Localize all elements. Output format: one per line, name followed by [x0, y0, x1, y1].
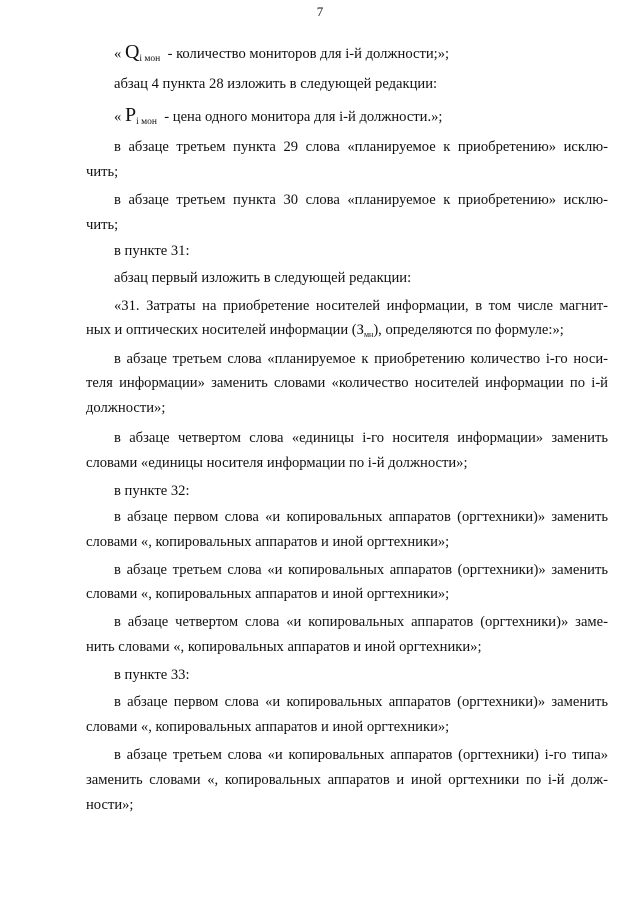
text-line: в абзаце третьем пункта 30 слова «планируемое к приобретению» исклю-	[114, 192, 608, 208]
text-line: «31. Затраты на приобретение носителей информации, в том числе магнит-	[114, 298, 608, 314]
text-fragment: ных и оптических носителей информации (З	[86, 322, 364, 338]
text-fragment: - количество мониторов для i-й должности;»;	[167, 46, 450, 62]
page-number: 7	[316, 4, 324, 19]
text-line: словами «единицы носителя информации по i-й должности»;	[86, 455, 468, 471]
text-fragment: ), определяются по формуле:»;	[373, 322, 564, 338]
text-line: в пункте 31:	[114, 243, 190, 259]
text-line: в абзаце третьем слова «и копировальных аппаратов (оргтехники) i-го типа»	[114, 747, 608, 763]
text-line: чить;	[86, 217, 119, 233]
text-line: в пункте 32:	[114, 483, 190, 499]
text-line: в абзаце четвертом слова «и копировальных аппаратов (оргтехники)» заме-	[114, 614, 608, 630]
text-line: в абзаце первом слова «и копировальных аппаратов (оргтехники)» заменить	[114, 694, 608, 710]
formula-symbol: Q	[124, 41, 140, 63]
text-line: заменить словами «, копировальных аппаратов и иной оргтехники по i-й долж-	[86, 772, 608, 788]
text-fragment: - цена одного монитора для i-й должности.»;	[164, 109, 443, 125]
text-line: теля информации» заменить словами «количество носителей информации по i-й	[86, 375, 608, 391]
text-line: в абзаце третьем слова «и копировальных аппаратов (оргтехники)» заменить	[114, 562, 608, 578]
text-line: ности»;	[86, 797, 134, 813]
text-line: словами «, копировальных аппаратов и иной оргтехники»;	[86, 534, 450, 550]
text-line: словами «, копировальных аппаратов и иной оргтехники»;	[86, 586, 450, 602]
text-line: в абзаце четвертом слова «единицы i-го носителя информации» заменить	[114, 430, 608, 446]
formula-subscript: i мон	[139, 54, 161, 64]
text-line: должности»;	[86, 400, 166, 416]
text-line-p-monitor-price	[114, 105, 608, 129]
text-line-storage-formula	[86, 320, 608, 342]
text-line: в абзаце третьем слова «планируемое к приобретению количество i-го носи-	[114, 351, 608, 367]
text-line: в абзаце третьем пункта 29 слова «планируемое к приобретению» исклю-	[114, 139, 608, 155]
formula-subscript: мн	[363, 330, 374, 339]
text-line: нить словами «, копировальных аппаратов и иной оргтехники»;	[86, 639, 482, 655]
text-line: словами «, копировальных аппаратов и иной оргтехники»;	[86, 719, 450, 735]
text-line: в пункте 33:	[114, 667, 190, 683]
text-line: в абзаце первом слова «и копировальных аппаратов (оргтехники)» заменить	[114, 509, 608, 525]
formula-subscript: i мон	[136, 117, 157, 127]
text-fragment: «	[114, 46, 122, 62]
text-line: абзац 4 пункта 28 изложить в следующей редакции:	[114, 76, 438, 92]
text-line-q-monitor-count	[114, 42, 608, 66]
text-line: абзац первый изложить в следующей редакции:	[114, 270, 412, 286]
formula-symbol: P	[124, 104, 137, 126]
text-fragment: «	[114, 109, 122, 125]
text-line: чить;	[86, 164, 119, 180]
